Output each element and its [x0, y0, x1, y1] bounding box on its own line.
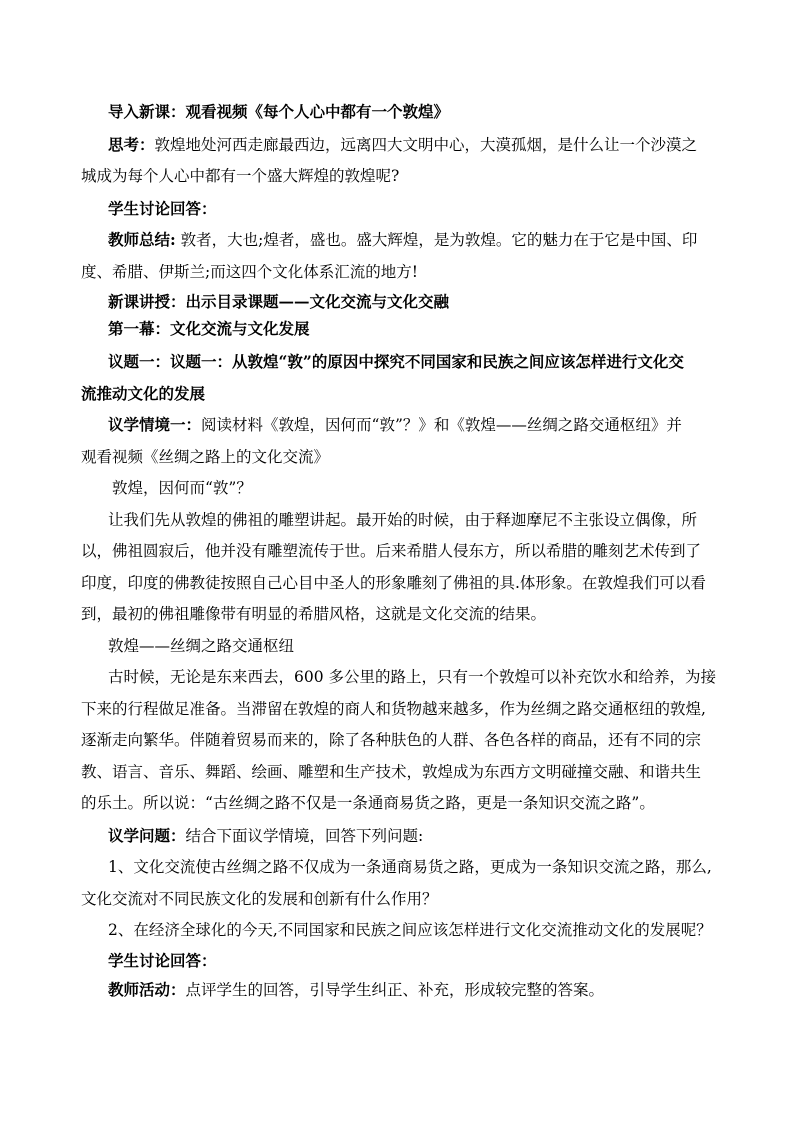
- para2-line-5: 的乐土。所以说：“古丝绸之路不仅是一条通商易货之路，更是一条知识交流之路”。: [81, 794, 655, 812]
- teacher-activity-label: 教师活动：: [108, 979, 186, 999]
- question-1-line-2: 文化交流对不同民族文化的发展和创新有什么作用？: [81, 889, 438, 908]
- lead-in-label: 导入新课：: [108, 102, 186, 121]
- lead-in-text: 观看视频《每个人心中都有一个敦煌》: [185, 102, 450, 121]
- teacher-activity-line: [81, 974, 714, 1007]
- para2-line-2: 下来的行程做足准备。当滞留在敦煌的商人和货物越来越多，作为丝绸之路交通枢纽的敦煌,: [81, 699, 706, 718]
- lead-in-paragraph: [81, 96, 714, 129]
- summary-line-1: [81, 224, 714, 257]
- think-text-1: 敦煌地处河西走廊最西边，远离四大文明中心，大漠孤烟，是什么让一个沙漠之: [154, 135, 698, 154]
- question-2: 2、在经济全球化的今天,不同国家和民族之间应该怎样进行文化交流推动文化的发展呢？: [108, 921, 712, 939]
- para2-line-4: 教、语言、音乐、舞蹈、绘画、雕塑和生产技术，敦煌成为东西方文明碰撞交融、和谐共生: [81, 762, 702, 781]
- para1-line-4: 到，最初的佛祖雕像带有明显的希腊风格，这就是文化交流的结果。: [81, 605, 547, 623]
- think-line-1: [81, 129, 714, 162]
- para1-line-1: 让我们先从敦煌的佛祖的雕塑讲起。最开始的时候，由于释迦摩尼不主张设立偶像，所: [108, 510, 698, 529]
- topic-line-1: 议题一：议题一：从敦煌“敦”的原因中探究不同国家和民族之间应该怎样进行文化交: [108, 352, 684, 371]
- student-discussion-1: 学生讨论回答：: [108, 198, 217, 218]
- sub-heading-dunhuang-why: 敦煌，因何而“敦”？: [112, 479, 252, 497]
- think-line-2: 城成为每个人心中都有一个盛大辉煌的敦煌呢?: [81, 167, 400, 185]
- summary-line-2: 度、希腊、伊斯兰;而这四个文化体系汇流的地方!: [81, 262, 418, 281]
- student-discussion-2: 学生讨论回答：: [108, 950, 217, 970]
- question-1-line-1: 1、文化交流使古丝绸之路不仅成为一条通商易货之路，更成为一条知识交流之路，那么,: [108, 858, 712, 876]
- para2-line-1: 古时候，无论是东来西去，600 多公里的路上，只有一个敦煌可以补充饮水和给养，为接: [108, 668, 717, 686]
- question-text: 结合下面议学情境，回答下列问题:: [185, 826, 424, 845]
- situation-line-1: [81, 409, 714, 442]
- summary-text-1: 敦者，大也;煌者，盛也。盛大辉煌，是为敦煌。它的魅力在于它是中国、印: [175, 231, 698, 249]
- sub-heading-silk-road-hub: 敦煌——丝绸之路交通枢纽: [108, 636, 295, 655]
- situation-text-1: 阅读材料《敦煌，因何而“敦”？》和《敦煌——丝绸之路交通枢纽》并: [201, 416, 682, 434]
- situation-line-2: 观看视频《丝绸之路上的文化交流》: [81, 447, 330, 466]
- topic-line-2: 流推动文化的发展: [81, 383, 206, 403]
- para1-line-3: 印度，印度的佛教徒按照自己心目中圣人的形象雕刻了佛祖的具.体形象。在敦煌我们可以看: [81, 573, 706, 592]
- situation-label: 议学情境一：: [108, 415, 202, 434]
- new-lesson-heading: 新课讲授：出示目录课题——文化交流与文化交融: [108, 292, 450, 311]
- question-line: [81, 820, 714, 853]
- para1-line-2: 以，佛祖圆寂后，他并没有雕塑流传于世。后来希腊人侵东方，所以希腊的雕刻艺术传到了: [81, 542, 702, 560]
- teacher-activity-text: 点评学生的回答，引导学生纠正、补充，形成较完整的答案。: [185, 980, 605, 999]
- act-one-heading: 第一幕：文化交流与文化发展: [108, 319, 310, 338]
- summary-label: 教师总结:: [108, 230, 176, 249]
- think-label: 思考：: [108, 134, 155, 154]
- para2-line-3: 逐渐走向繁华。伴随着贸易而来的，除了各种肤色的人群、各色各样的商品，还有不同的宗: [81, 731, 702, 749]
- question-label: 议学问题：: [108, 825, 186, 845]
